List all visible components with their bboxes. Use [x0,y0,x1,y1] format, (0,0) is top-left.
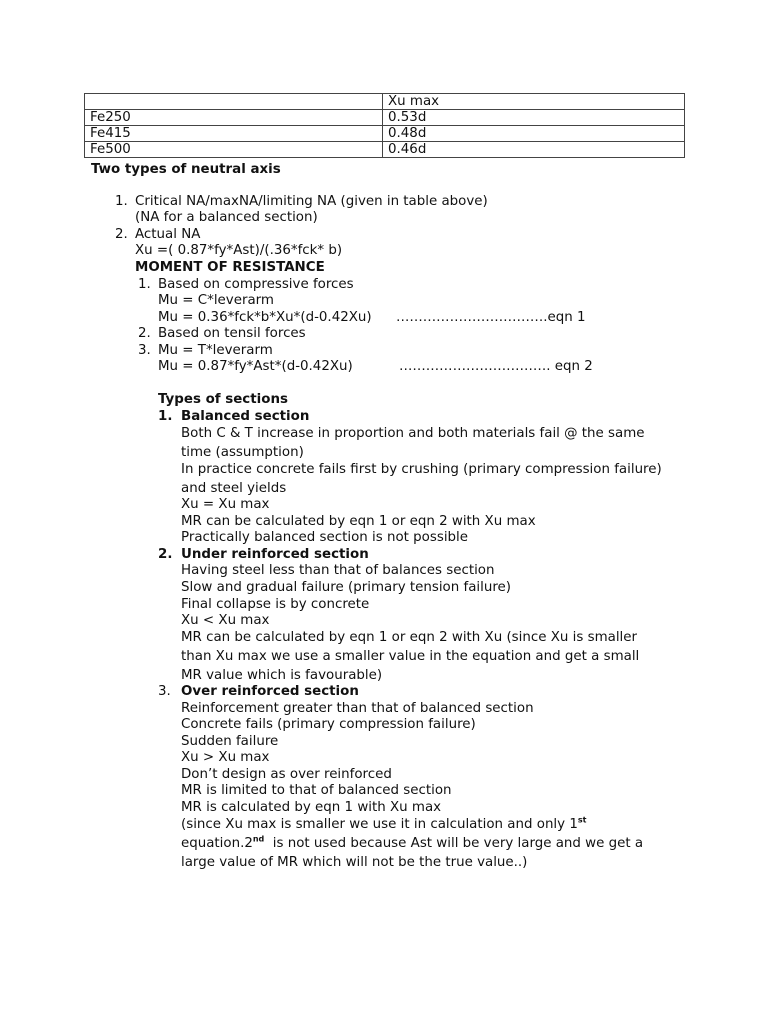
section-line: Don’t design as over reinforced [181,767,392,782]
section-line: Xu < Xu max [181,613,270,628]
list-number: 1. [158,409,173,424]
neutral-axis-heading: Two types of neutral axis [91,162,281,177]
list-item: Mu = T*leverarm [158,343,273,358]
table-header-cell [85,94,383,110]
table-row [85,142,685,158]
section-line [181,817,586,833]
under-reinforced-title: Under reinforced section [181,547,369,562]
section-line: Both C & T increase in proportion and both materials fail @ the same [181,426,645,441]
section-line: than Xu max we use a smaller value in the equation and get a small [181,649,640,664]
section-line-text: equation.2 [181,836,253,851]
section-line: Xu > Xu max [181,750,270,765]
list-item: Actual NA [135,227,201,242]
table-cell: 0.46d [383,142,685,158]
over-reinforced-title: Over reinforced section [181,684,359,699]
section-line-text: is not used because Ast will be very large and we get a [264,836,644,851]
section-line: large value of MR which will not be the true value..) [181,855,528,870]
eqn-2-label: ……………………………. eqn 2 [399,359,593,374]
section-line: MR is calculated by eqn 1 with Xu max [181,800,442,815]
list-number: 1. [138,277,151,292]
table-header-row [85,94,685,110]
list-number: 3. [158,684,171,699]
formula-line: Mu = 0.87*fy*Ast*(d-0.42Xu) [158,359,353,374]
section-line: Sudden failure [181,734,279,749]
list-number: 3. [138,343,151,358]
table-cell: Fe415 [85,126,383,142]
table-cell: Fe500 [85,142,383,158]
section-line: In practice concrete fails first by crushing (primary compression failure) [181,462,662,477]
list-item: Critical NA/maxNA/limiting NA (given in table above) [135,194,488,209]
eqn-1-label: …………………………….eqn 1 [396,310,586,325]
list-item: Based on compressive forces [158,277,354,292]
section-line: MR value which is favourable) [181,668,383,683]
superscript: st [577,815,587,825]
list-item-continuation: (NA for a balanced section) [135,210,318,225]
moment-heading: MOMENT OF RESISTANCE [135,260,325,275]
list-number: 1. [115,194,128,209]
section-line: time (assumption) [181,445,304,460]
list-number: 2. [138,326,151,341]
section-line: Practically balanced section is not possible [181,530,468,545]
section-line-text: (since Xu max is smaller we use it in calculation and only 1 [181,817,578,832]
formula-xu: Xu =( 0.87*fy*Ast)/(.36*fck* b) [135,243,343,258]
section-line: Having steel less than that of balances section [181,563,495,578]
xu-max-table [84,93,685,158]
table-row [85,126,685,142]
section-line: MR can be calculated by eqn 1 or eqn 2 with Xu max [181,514,536,529]
list-item: Based on tensil forces [158,326,306,341]
table-cell: 0.53d [383,110,685,126]
formula-line: Mu = 0.36*fck*b*Xu*(d-0.42Xu) [158,310,372,325]
section-line [181,836,643,852]
section-line: Slow and gradual failure (primary tension failure) [181,580,512,595]
section-line: Reinforcement greater than that of balanced section [181,701,534,716]
section-line: and steel yields [181,481,287,496]
section-line: MR can be calculated by eqn 1 or eqn 2 with Xu (since Xu is smaller [181,630,638,645]
section-line: Concrete fails (primary compression failure) [181,717,476,732]
balanced-section-title: Balanced section [181,409,310,424]
table-cell: Fe250 [85,110,383,126]
superscript: nd [252,834,265,844]
section-line: Xu = Xu max [181,497,270,512]
section-line: MR is limited to that of balanced section [181,783,452,798]
section-line: Final collapse is by concrete [181,597,370,612]
list-number: 2. [115,227,128,242]
table-cell: 0.48d [383,126,685,142]
list-number: 2. [158,547,173,562]
sections-heading: Types of sections [158,392,288,407]
formula-line: Mu = C*leverarm [158,293,274,308]
table-row [85,110,685,126]
table-header-cell: Xu max [383,94,685,110]
